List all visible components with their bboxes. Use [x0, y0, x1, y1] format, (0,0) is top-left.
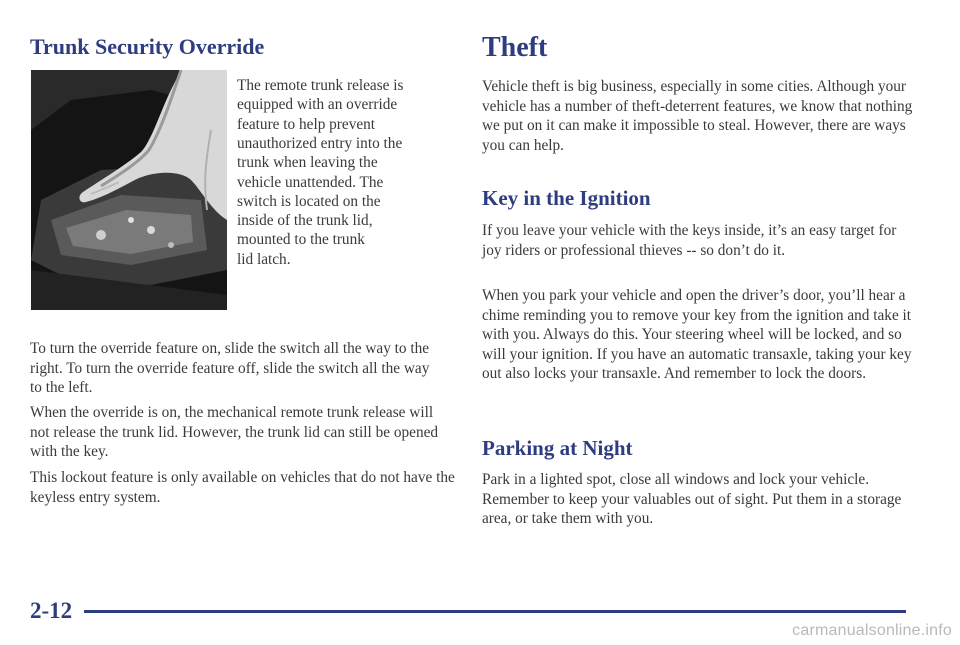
intro-line: equipped with an override: [237, 96, 398, 114]
intro-line: mounted to the trunk: [237, 231, 365, 249]
lockout-availability-paragraph: This lockout feature is only available on vehicles that do not have the keyless entry system.: [30, 469, 455, 506]
key-paragraph-1: If you leave your vehicle with the keys inside, it’s an easy target for joy riders or professional thieves -- so don’t do it.: [482, 222, 897, 259]
intro-line: The remote trunk release is: [237, 77, 404, 94]
theft-heading: Theft: [482, 32, 548, 63]
parking-paragraph: Park in a lighted spot, close all windows and lock your vehicle. Remember to keep your valuables out of sight. Put them in a storage area, or take them with you.: [482, 471, 902, 528]
intro-line: lid latch.: [237, 250, 291, 268]
intro-line: inside of the trunk lid,: [237, 212, 373, 230]
key-paragraph-2: When you park your vehicle and open the driver’s door, you’ll hear a chime reminding you to remove your key from the ignition and take it with you. Always do this. Your steering wheel will be locked, and so will your ignition. If you have an automatic transaxle, taking your key out also locks your transaxle. And remember to lock the doors.: [482, 287, 912, 383]
intro-line: trunk when leaving the: [237, 154, 378, 172]
watermark: carmanualsonline.info: [792, 622, 952, 639]
page-number: 2-12: [30, 598, 73, 623]
theft-paragraph: Vehicle theft is big business, especially in some cities. Although your vehicle has a number of theft-deterrent features, we know that nothing we put on it can make it impossible to steal. However, there are ways you can help.: [482, 78, 913, 154]
intro-line: switch is located on the: [237, 192, 381, 210]
trunk-security-override-heading: Trunk Security Override: [30, 34, 265, 59]
override-mechanical-paragraph: When the override is on, the mechanical remote trunk release will not release the trunk lid. However, the trunk lid can still be opened with the key.: [30, 404, 439, 461]
intro-line: unauthorized entry into the: [237, 134, 403, 152]
key-in-ignition-heading: Key in the Ignition: [482, 186, 651, 210]
override-on-off-paragraph: To turn the override feature on, slide the switch all the way to the right. To turn the override feature off, slide the switch all the way to the left.: [30, 340, 430, 397]
intro-line: feature to help prevent: [237, 115, 376, 133]
parking-at-night-heading: Parking at Night: [482, 436, 633, 460]
trunk-release-switch-photo: [31, 70, 227, 310]
intro-line: vehicle unattended. The: [237, 173, 384, 191]
footer-rule: [84, 610, 906, 613]
